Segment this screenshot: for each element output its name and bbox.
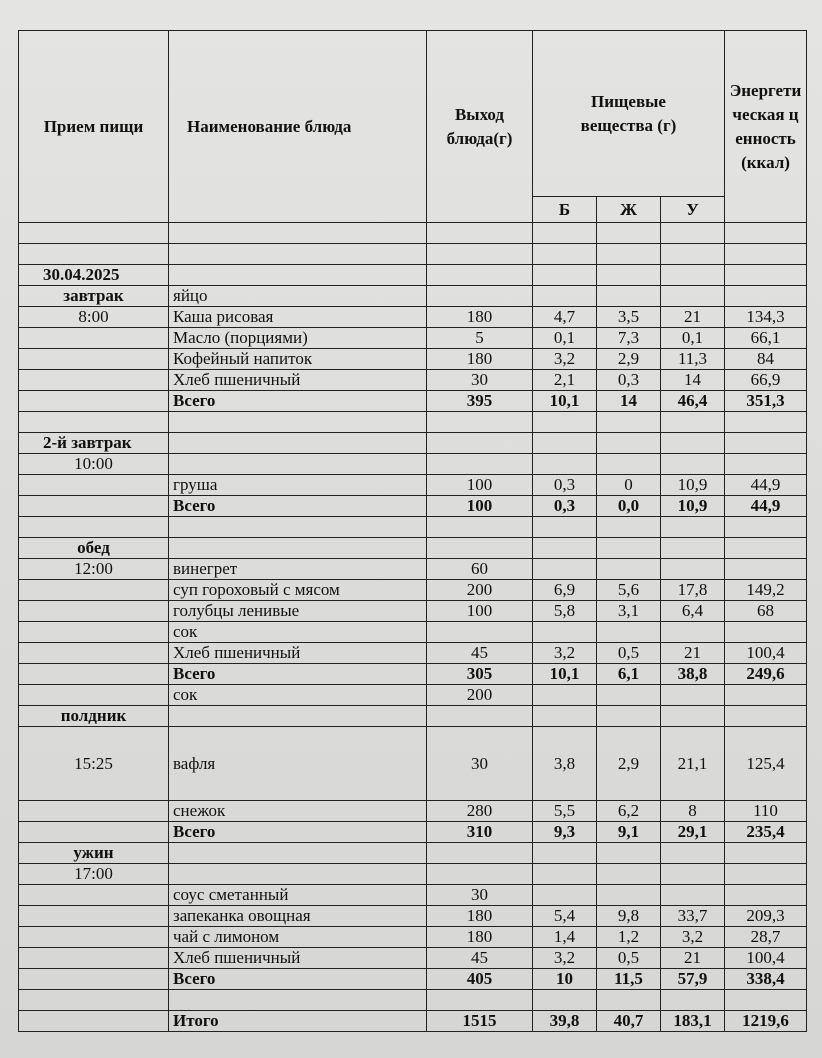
fat-cell: 1,2 bbox=[597, 927, 661, 948]
energy-cell bbox=[725, 265, 807, 286]
yield-cell bbox=[427, 223, 533, 244]
energy-cell: 100,4 bbox=[725, 643, 807, 664]
energy-cell: 338,4 bbox=[725, 969, 807, 990]
fat-cell bbox=[597, 622, 661, 643]
meal-cell: ужин bbox=[19, 843, 169, 864]
meal-cell bbox=[19, 391, 169, 412]
protein-cell: 10 bbox=[533, 969, 597, 990]
dish-cell: Всего bbox=[169, 969, 427, 990]
fat-cell bbox=[597, 885, 661, 906]
fat-cell: 3,1 bbox=[597, 601, 661, 622]
fat-cell: 9,1 bbox=[597, 822, 661, 843]
energy-cell bbox=[725, 286, 807, 307]
yield-cell: 180 bbox=[427, 906, 533, 927]
fat-cell: 3,5 bbox=[597, 307, 661, 328]
meal-cell: 17:00 bbox=[19, 864, 169, 885]
carbs-cell bbox=[661, 622, 725, 643]
carbs-cell bbox=[661, 433, 725, 454]
dish-cell: Хлеб пшеничный bbox=[169, 948, 427, 969]
dish-cell bbox=[169, 244, 427, 265]
meal-cell bbox=[19, 906, 169, 927]
protein-cell: 10,1 bbox=[533, 664, 597, 685]
table-row bbox=[19, 622, 807, 643]
protein-cell: 3,2 bbox=[533, 643, 597, 664]
meal-cell bbox=[19, 664, 169, 685]
protein-cell: 0,1 bbox=[533, 328, 597, 349]
carbs-cell bbox=[661, 559, 725, 580]
protein-cell: 0,3 bbox=[533, 475, 597, 496]
protein-cell: 9,3 bbox=[533, 822, 597, 843]
energy-cell bbox=[725, 517, 807, 538]
dish-cell: винегрет bbox=[169, 559, 427, 580]
dish-cell bbox=[169, 843, 427, 864]
yield-cell bbox=[427, 412, 533, 433]
fat-cell: 11,5 bbox=[597, 969, 661, 990]
yield-cell: 5 bbox=[427, 328, 533, 349]
table-row bbox=[19, 885, 807, 906]
yield-cell bbox=[427, 622, 533, 643]
dish-cell: Каша рисовая bbox=[169, 307, 427, 328]
yield-cell: 30 bbox=[427, 727, 533, 801]
protein-cell: 5,5 bbox=[533, 801, 597, 822]
meal-cell bbox=[19, 223, 169, 244]
table-row bbox=[19, 244, 807, 265]
carbs-cell: 10,9 bbox=[661, 475, 725, 496]
fat-cell: 9,8 bbox=[597, 906, 661, 927]
table-row bbox=[19, 412, 807, 433]
carbs-cell: 17,8 bbox=[661, 580, 725, 601]
energy-cell bbox=[725, 990, 807, 1011]
protein-cell bbox=[533, 433, 597, 454]
meal-cell bbox=[19, 349, 169, 370]
carbs-cell bbox=[661, 517, 725, 538]
yield-cell: 45 bbox=[427, 948, 533, 969]
dish-cell: запеканка овощная bbox=[169, 906, 427, 927]
energy-cell bbox=[725, 538, 807, 559]
fat-cell: 6,2 bbox=[597, 801, 661, 822]
energy-cell: 134,3 bbox=[725, 307, 807, 328]
energy-cell bbox=[725, 559, 807, 580]
carbs-cell: 183,1 bbox=[661, 1011, 725, 1032]
carbs-cell: 21 bbox=[661, 307, 725, 328]
protein-cell bbox=[533, 223, 597, 244]
dish-cell: сок bbox=[169, 622, 427, 643]
yield-cell: 30 bbox=[427, 885, 533, 906]
energy-cell: 66,9 bbox=[725, 370, 807, 391]
fat-cell: 6,1 bbox=[597, 664, 661, 685]
protein-cell bbox=[533, 685, 597, 706]
protein-cell: 5,4 bbox=[533, 906, 597, 927]
dish-cell: Всего bbox=[169, 391, 427, 412]
dish-cell: суп гороховый с мясом bbox=[169, 580, 427, 601]
yield-cell: 180 bbox=[427, 349, 533, 370]
protein-cell: 4,7 bbox=[533, 307, 597, 328]
fat-cell bbox=[597, 864, 661, 885]
table-row bbox=[19, 538, 807, 559]
fat-cell bbox=[597, 412, 661, 433]
yield-cell bbox=[427, 244, 533, 265]
table-row bbox=[19, 906, 807, 927]
dish-cell bbox=[169, 990, 427, 1011]
menu-rows bbox=[19, 223, 807, 1032]
energy-cell bbox=[725, 843, 807, 864]
dish-cell: сок bbox=[169, 685, 427, 706]
table-row bbox=[19, 328, 807, 349]
header-dish: Наименование блюда bbox=[169, 31, 427, 223]
energy-cell: 1219,6 bbox=[725, 1011, 807, 1032]
energy-cell: 149,2 bbox=[725, 580, 807, 601]
dish-cell: снежок bbox=[169, 801, 427, 822]
fat-cell bbox=[597, 559, 661, 580]
dish-cell: Всего bbox=[169, 496, 427, 517]
table-row bbox=[19, 927, 807, 948]
meal-cell: 10:00 bbox=[19, 454, 169, 475]
meal-cell bbox=[19, 1011, 169, 1032]
carbs-cell: 46,4 bbox=[661, 391, 725, 412]
table-row bbox=[19, 265, 807, 286]
carbs-cell: 21,1 bbox=[661, 727, 725, 801]
yield-cell: 395 bbox=[427, 391, 533, 412]
energy-cell: 66,1 bbox=[725, 328, 807, 349]
meal-cell bbox=[19, 685, 169, 706]
table-row bbox=[19, 822, 807, 843]
yield-cell: 100 bbox=[427, 475, 533, 496]
fat-cell: 0 bbox=[597, 475, 661, 496]
carbs-cell: 29,1 bbox=[661, 822, 725, 843]
protein-cell bbox=[533, 538, 597, 559]
table-row bbox=[19, 391, 807, 412]
energy-cell bbox=[725, 885, 807, 906]
energy-cell: 44,9 bbox=[725, 475, 807, 496]
carbs-cell bbox=[661, 454, 725, 475]
fat-cell: 0,0 bbox=[597, 496, 661, 517]
protein-cell bbox=[533, 454, 597, 475]
carbs-cell bbox=[661, 538, 725, 559]
meal-cell bbox=[19, 885, 169, 906]
nutrition-menu-table bbox=[18, 30, 807, 1032]
dish-cell: Кофейный напиток bbox=[169, 349, 427, 370]
meal-cell: обед bbox=[19, 538, 169, 559]
carbs-cell bbox=[661, 685, 725, 706]
dish-cell bbox=[169, 265, 427, 286]
fat-cell: 2,9 bbox=[597, 727, 661, 801]
fat-cell: 2,9 bbox=[597, 349, 661, 370]
table-row bbox=[19, 349, 807, 370]
protein-cell: 5,8 bbox=[533, 601, 597, 622]
yield-cell: 280 bbox=[427, 801, 533, 822]
meal-cell bbox=[19, 822, 169, 843]
dish-cell: Хлеб пшеничный bbox=[169, 370, 427, 391]
table-row bbox=[19, 223, 807, 244]
carbs-cell bbox=[661, 286, 725, 307]
fat-cell: 0,5 bbox=[597, 643, 661, 664]
table-row bbox=[19, 643, 807, 664]
carbs-cell bbox=[661, 706, 725, 727]
carbs-cell: 38,8 bbox=[661, 664, 725, 685]
table-row bbox=[19, 307, 807, 328]
yield-cell bbox=[427, 517, 533, 538]
table-row bbox=[19, 864, 807, 885]
protein-cell: 3,2 bbox=[533, 349, 597, 370]
meal-cell bbox=[19, 601, 169, 622]
carbs-cell: 21 bbox=[661, 948, 725, 969]
energy-cell: 209,3 bbox=[725, 906, 807, 927]
energy-cell: 84 bbox=[725, 349, 807, 370]
header-meal: Прием пищи bbox=[19, 31, 169, 223]
fat-cell bbox=[597, 990, 661, 1011]
energy-cell bbox=[725, 706, 807, 727]
protein-cell: 1,4 bbox=[533, 927, 597, 948]
table-row bbox=[19, 454, 807, 475]
meal-cell bbox=[19, 990, 169, 1011]
dish-cell bbox=[169, 538, 427, 559]
energy-cell bbox=[725, 433, 807, 454]
header-carbs: У bbox=[661, 197, 725, 223]
meal-cell: 2-й завтрак bbox=[19, 433, 169, 454]
yield-cell: 30 bbox=[427, 370, 533, 391]
protein-cell bbox=[533, 864, 597, 885]
header-energy: Энергетическая ценность (ккал) bbox=[725, 31, 807, 223]
table-row bbox=[19, 706, 807, 727]
dish-cell: соус сметанный bbox=[169, 885, 427, 906]
yield-cell bbox=[427, 706, 533, 727]
fat-cell: 0,5 bbox=[597, 948, 661, 969]
carbs-cell bbox=[661, 843, 725, 864]
fat-cell: 0,3 bbox=[597, 370, 661, 391]
carbs-cell: 33,7 bbox=[661, 906, 725, 927]
dish-cell: Итого bbox=[169, 1011, 427, 1032]
table-row bbox=[19, 559, 807, 580]
energy-cell: 28,7 bbox=[725, 927, 807, 948]
table-row bbox=[19, 990, 807, 1011]
carbs-cell bbox=[661, 223, 725, 244]
fat-cell bbox=[597, 244, 661, 265]
yield-cell: 100 bbox=[427, 601, 533, 622]
protein-cell: 10,1 bbox=[533, 391, 597, 412]
table-row bbox=[19, 475, 807, 496]
meal-cell bbox=[19, 475, 169, 496]
protein-cell bbox=[533, 622, 597, 643]
yield-cell bbox=[427, 864, 533, 885]
table-row bbox=[19, 496, 807, 517]
energy-cell: 110 bbox=[725, 801, 807, 822]
yield-cell: 305 bbox=[427, 664, 533, 685]
carbs-cell bbox=[661, 864, 725, 885]
table-row bbox=[19, 370, 807, 391]
energy-cell bbox=[725, 864, 807, 885]
carbs-cell: 3,2 bbox=[661, 927, 725, 948]
fat-cell bbox=[597, 286, 661, 307]
dish-cell bbox=[169, 517, 427, 538]
meal-cell: завтрак bbox=[19, 286, 169, 307]
meal-cell bbox=[19, 370, 169, 391]
protein-cell: 3,2 bbox=[533, 948, 597, 969]
dish-cell: чай с лимоном bbox=[169, 927, 427, 948]
energy-cell: 100,4 bbox=[725, 948, 807, 969]
dish-cell: Масло (порциями) bbox=[169, 328, 427, 349]
yield-cell bbox=[427, 286, 533, 307]
dish-cell: Хлеб пшеничный bbox=[169, 643, 427, 664]
yield-cell bbox=[427, 433, 533, 454]
yield-cell: 45 bbox=[427, 643, 533, 664]
protein-cell bbox=[533, 843, 597, 864]
carbs-cell: 10,9 bbox=[661, 496, 725, 517]
dish-cell: Всего bbox=[169, 822, 427, 843]
dish-cell bbox=[169, 412, 427, 433]
header-fat: Ж bbox=[597, 197, 661, 223]
yield-cell bbox=[427, 843, 533, 864]
energy-cell: 351,3 bbox=[725, 391, 807, 412]
fat-cell bbox=[597, 433, 661, 454]
meal-cell bbox=[19, 244, 169, 265]
yield-cell: 180 bbox=[427, 927, 533, 948]
protein-cell bbox=[533, 265, 597, 286]
meal-cell: полдник bbox=[19, 706, 169, 727]
energy-cell bbox=[725, 244, 807, 265]
meal-cell bbox=[19, 496, 169, 517]
table-row bbox=[19, 1011, 807, 1032]
protein-cell bbox=[533, 517, 597, 538]
meal-cell bbox=[19, 927, 169, 948]
dish-cell: груша bbox=[169, 475, 427, 496]
dish-cell: вафля bbox=[169, 727, 427, 801]
meal-cell: 8:00 bbox=[19, 307, 169, 328]
yield-cell: 200 bbox=[427, 685, 533, 706]
carbs-cell: 57,9 bbox=[661, 969, 725, 990]
energy-cell bbox=[725, 685, 807, 706]
energy-cell bbox=[725, 454, 807, 475]
meal-cell bbox=[19, 517, 169, 538]
carbs-cell: 21 bbox=[661, 643, 725, 664]
dish-cell bbox=[169, 433, 427, 454]
meal-cell bbox=[19, 643, 169, 664]
meal-cell bbox=[19, 801, 169, 822]
dish-cell bbox=[169, 223, 427, 244]
fat-cell: 5,6 bbox=[597, 580, 661, 601]
fat-cell bbox=[597, 706, 661, 727]
yield-cell: 180 bbox=[427, 307, 533, 328]
header-nutrients: Пищевые вещества (г) bbox=[533, 31, 725, 197]
carbs-cell bbox=[661, 412, 725, 433]
table-row bbox=[19, 433, 807, 454]
yield-cell: 60 bbox=[427, 559, 533, 580]
fat-cell: 40,7 bbox=[597, 1011, 661, 1032]
protein-cell: 6,9 bbox=[533, 580, 597, 601]
table-row bbox=[19, 948, 807, 969]
table-row bbox=[19, 601, 807, 622]
meal-cell bbox=[19, 412, 169, 433]
fat-cell bbox=[597, 265, 661, 286]
protein-cell: 0,3 bbox=[533, 496, 597, 517]
carbs-cell: 0,1 bbox=[661, 328, 725, 349]
carbs-cell bbox=[661, 265, 725, 286]
energy-cell bbox=[725, 223, 807, 244]
energy-cell: 68 bbox=[725, 601, 807, 622]
meal-cell bbox=[19, 580, 169, 601]
table-row bbox=[19, 843, 807, 864]
meal-cell: 15:25 bbox=[19, 727, 169, 801]
dish-cell: голубцы ленивые bbox=[169, 601, 427, 622]
fat-cell bbox=[597, 517, 661, 538]
energy-cell bbox=[725, 412, 807, 433]
dish-cell: Всего bbox=[169, 664, 427, 685]
protein-cell bbox=[533, 559, 597, 580]
energy-cell: 249,6 bbox=[725, 664, 807, 685]
protein-cell bbox=[533, 990, 597, 1011]
meal-cell: 12:00 bbox=[19, 559, 169, 580]
header-protein: Б bbox=[533, 197, 597, 223]
energy-cell: 125,4 bbox=[725, 727, 807, 801]
carbs-cell bbox=[661, 885, 725, 906]
dish-cell bbox=[169, 706, 427, 727]
carbs-cell: 8 bbox=[661, 801, 725, 822]
fat-cell bbox=[597, 538, 661, 559]
carbs-cell bbox=[661, 990, 725, 1011]
protein-cell bbox=[533, 286, 597, 307]
yield-cell: 310 bbox=[427, 822, 533, 843]
table-row bbox=[19, 517, 807, 538]
table-row bbox=[19, 685, 807, 706]
fat-cell bbox=[597, 843, 661, 864]
energy-cell: 44,9 bbox=[725, 496, 807, 517]
table-row bbox=[19, 969, 807, 990]
carbs-cell: 14 bbox=[661, 370, 725, 391]
energy-cell bbox=[725, 622, 807, 643]
dish-cell: яйцо bbox=[169, 286, 427, 307]
table-row bbox=[19, 286, 807, 307]
table-row bbox=[19, 727, 807, 801]
yield-cell bbox=[427, 990, 533, 1011]
protein-cell bbox=[533, 244, 597, 265]
meal-cell bbox=[19, 948, 169, 969]
fat-cell: 14 bbox=[597, 391, 661, 412]
fat-cell: 7,3 bbox=[597, 328, 661, 349]
meal-cell bbox=[19, 328, 169, 349]
yield-cell: 1515 bbox=[427, 1011, 533, 1032]
carbs-cell bbox=[661, 244, 725, 265]
protein-cell bbox=[533, 706, 597, 727]
yield-cell: 200 bbox=[427, 580, 533, 601]
fat-cell bbox=[597, 685, 661, 706]
fat-cell bbox=[597, 454, 661, 475]
meal-cell bbox=[19, 622, 169, 643]
header-yield: Выход блюда(г) bbox=[427, 31, 533, 223]
carbs-cell: 11,3 bbox=[661, 349, 725, 370]
dish-cell bbox=[169, 864, 427, 885]
meal-cell: 30.04.2025 bbox=[19, 265, 169, 286]
yield-cell: 405 bbox=[427, 969, 533, 990]
energy-cell: 235,4 bbox=[725, 822, 807, 843]
protein-cell: 39,8 bbox=[533, 1011, 597, 1032]
meal-cell bbox=[19, 969, 169, 990]
protein-cell: 3,8 bbox=[533, 727, 597, 801]
yield-cell bbox=[427, 265, 533, 286]
dish-cell bbox=[169, 454, 427, 475]
table-row bbox=[19, 664, 807, 685]
yield-cell bbox=[427, 454, 533, 475]
table-row bbox=[19, 580, 807, 601]
yield-cell: 100 bbox=[427, 496, 533, 517]
yield-cell bbox=[427, 538, 533, 559]
protein-cell bbox=[533, 885, 597, 906]
fat-cell bbox=[597, 223, 661, 244]
table-row bbox=[19, 801, 807, 822]
carbs-cell: 6,4 bbox=[661, 601, 725, 622]
protein-cell bbox=[533, 412, 597, 433]
protein-cell: 2,1 bbox=[533, 370, 597, 391]
